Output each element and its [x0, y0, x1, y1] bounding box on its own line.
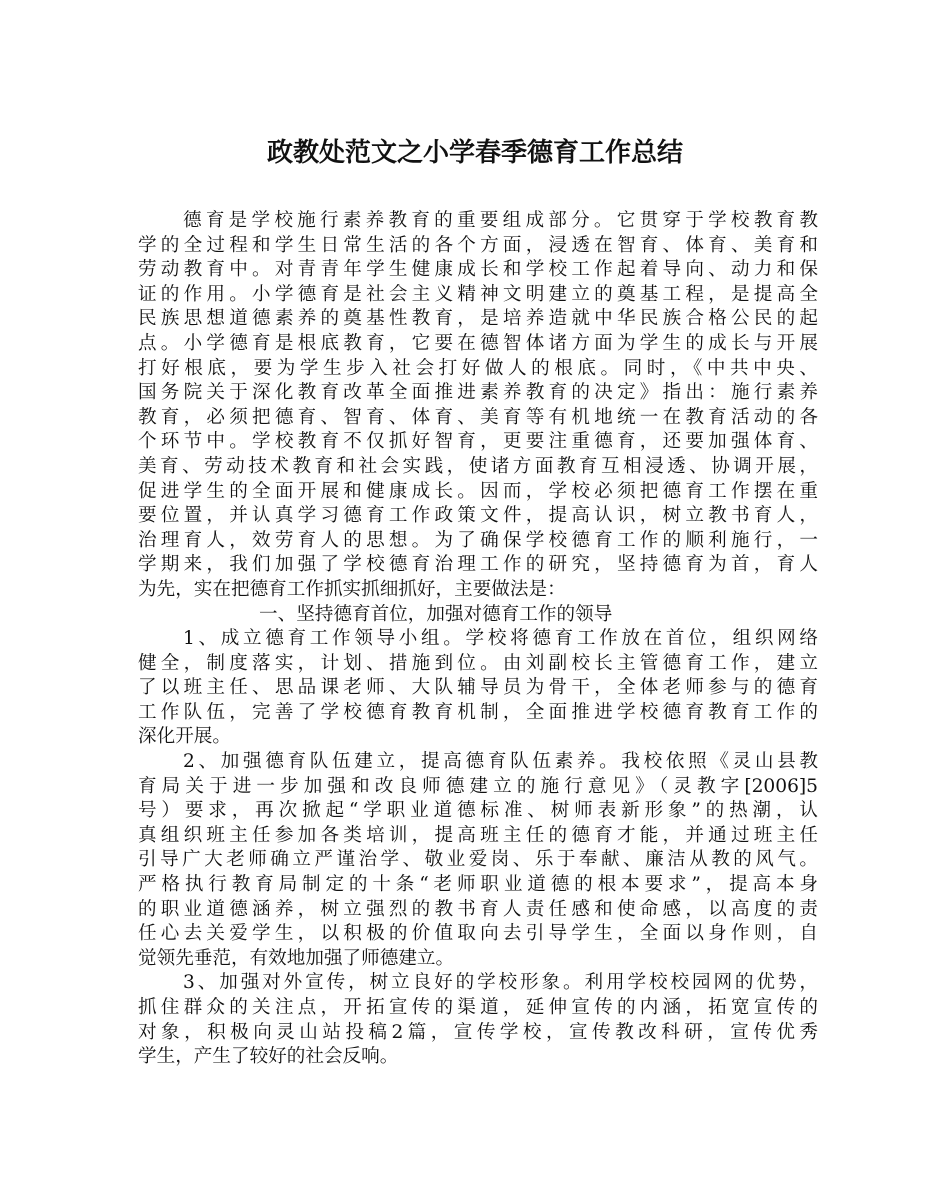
- body-line: 的职业道德涵养，树立强烈的教书育人责任感和使命感，以高度的责: [138, 898, 818, 920]
- body-line: 觉领先垂范，有效地加强了师德建立。: [138, 947, 455, 969]
- body-line: 教育，必须把德育、智育、体育、美育等有机地统一在教育活动的各: [138, 406, 818, 428]
- body-line: 点。小学德育是根底教育，它要在德智体诸方面为学生的成长与开展: [138, 332, 818, 354]
- body-line: 工作队伍，完善了学校德育教育机制，全面推进学校德育教育工作的: [138, 701, 818, 723]
- body-line: 学的全过程和学生日常生活的各个方面，浸透在智育、体育、美育和: [138, 234, 818, 256]
- body-line: 真组织班主任参加各类培训，提高班主任的德育才能，并通过班主任: [138, 824, 818, 846]
- body-line: 打好根底，要为学生步入社会打好做人的根底。同时，《中共中央、: [138, 357, 818, 379]
- body-line: 2、加强德育队伍建立，提高德育队伍素养。我校依照《灵山县教: [183, 751, 818, 773]
- body-line: 抓住群众的关注点，开拓宣传的渠道，延伸宣传的内涵，拓宽宣传的: [138, 997, 818, 1018]
- body-line: 证的作用。小学德育是社会主义精神文明建立的奠基工程，是提高全: [138, 283, 818, 305]
- body-line: 劳动教育中。对青青年学生健康成长和学校工作起着导向、动力和保: [138, 259, 818, 281]
- body-line: 国务院关于深化教育改革全面推进素养教育的决定》指出：施行素养: [138, 382, 818, 404]
- body-line: 引导广大老师确立严谨治学、敬业爱岗、乐于奉献、廉洁从教的风气。: [138, 849, 818, 871]
- document-body: [138, 209, 818, 1070]
- body-line: 育局关于进一步加强和改良师德建立的施行意见》（灵教字[2006]5: [138, 775, 818, 797]
- body-line: 个环节中。学校教育不仅抓好智育，更要注重德育，还要加强体育、: [138, 431, 818, 453]
- section-heading: 一、坚持德育首位，加强对德育工作的领导: [259, 603, 613, 625]
- body-line: 深化开展。: [138, 726, 231, 748]
- body-line: 1、成立德育工作领导小组。学校将德育工作放在首位，组织网络: [183, 628, 818, 650]
- body-line: 民族思想道德素养的奠基性教育，是培养造就中华民族合格公民的起: [138, 308, 818, 330]
- body-line: 学期来，我们加强了学校德育治理工作的研究，坚持德育为首，育人: [138, 554, 818, 576]
- page-title: 政教处范文之小学春季德育工作总结: [266, 138, 683, 168]
- body-line: 健全，制度落实，计划、措施到位。由刘副校长主管德育工作，建立: [138, 652, 818, 674]
- body-line: 对象，积极向灵山站投稿2篇，宣传学校，宣传教改科研，宣传优秀: [138, 1021, 818, 1043]
- body-line: 了以班主任、思品课老师、大队辅导员为骨干，全体老师参与的德育: [138, 677, 818, 699]
- body-line: 严格执行教育局制定的十条“老师职业道德的根本要求”，提高本身: [138, 874, 818, 896]
- body-line: 任心去关爱学生，以积极的价值取向去引导学生，全面以身作则，自: [138, 923, 818, 945]
- body-line: 3、加强对外宣传，树立良好的学校形象。利用学校校园网的优势，: [183, 972, 818, 994]
- body-line: 号）要求，再次掀起“学职业道德标准、树师表新形象”的热潮，认: [138, 800, 818, 822]
- body-line: 治理育人，效劳育人的思想。为了确保学校德育工作的顺利施行，一: [138, 529, 818, 551]
- body-line: 美育、劳动技术教育和社会实践，使诸方面教育互相浸透、协调开展，: [138, 455, 818, 477]
- body-line: 促进学生的全面开展和健康成长。因而，学校必须把德育工作摆在重: [138, 480, 818, 502]
- body-line: 德育是学校施行素养教育的重要组成部分。它贯穿于学校教育教: [183, 210, 818, 231]
- body-line: 要位置，并认真学习德育工作政策文件，提高认识，树立教书育人，: [138, 505, 818, 527]
- body-line: 学生，产生了较好的社会反响。: [138, 1046, 399, 1068]
- body-line: 为先，实在把德育工作抓实抓细抓好，主要做法是：: [138, 578, 566, 600]
